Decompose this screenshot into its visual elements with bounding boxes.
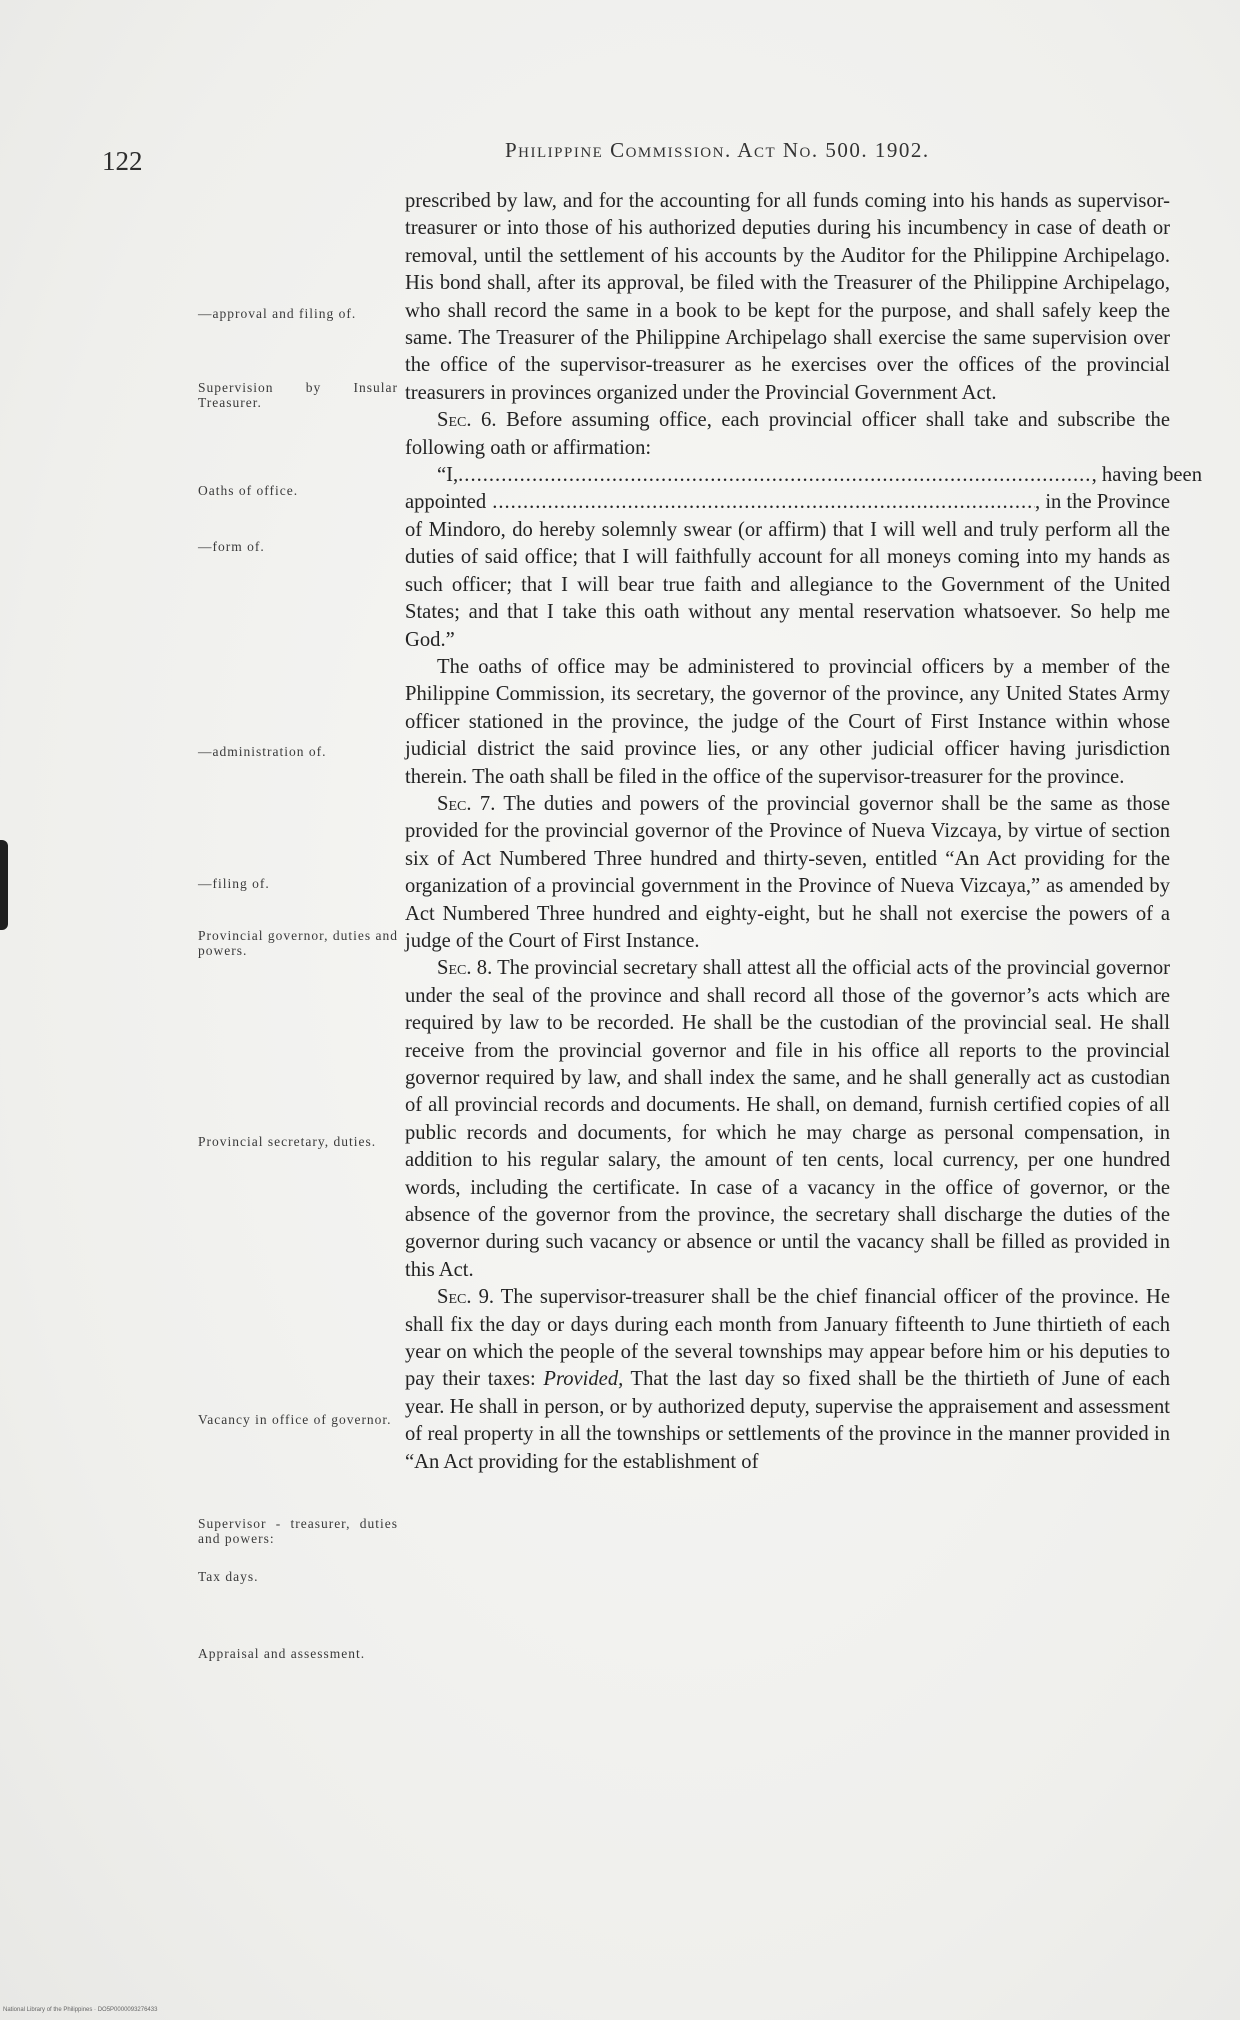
section-label: Sec. 6. [437, 409, 497, 432]
provided-clause: Provided, [543, 1368, 624, 1391]
body-text [405, 188, 1202, 1476]
margin-note-tax-days: Tax days. [198, 1569, 259, 1584]
section-text: The supervisor-treasurer shall be the chief financial officer of the province. He shall fix the day or days during each month from January fifteenth to June thirtieth of each year on which the people of the several townships may appear before him or his deputies to pay their taxes: [405, 1286, 1170, 1391]
paragraph-sec-6 [405, 407, 1170, 462]
margin-note-vacancy-governor: Vacancy in office of governor. [198, 1412, 392, 1427]
oath-blank-name [458, 462, 1091, 489]
paragraph-bond: prescribed by law, and for the accounting for all funds coming into his hands as supervisor-treasurer or into those of his authorized deputies during his incumbency in case of death or removal, until the settlement of his accounts by the Auditor for the Philippine Archipelago. His bond shall, after its approval, be filed with the Treasurer of the Philippine Archipelago, who shall record the same in a book to be kept for the purpose, and shall safely keep the same. The Treasurer of the Philippine Archipelago shall exercise the same supervision over the office of the supervisor-treasurer as he exercises over the offices of the provincial treasurers in provinces organized under the Provincial Government Act. [405, 190, 1170, 404]
paragraph-administration: The oaths of office may be administered to provincial officers by a member of the Philippine Commission, its secretary, the governor of the province, any United States Army officer stationed in the province, the judge of the Court of First Instance within whose judicial district the said province lies, or any other judicial officer having jurisdiction therein. The oath shall be filed in the office of the supervisor-treasurer for the province. [405, 655, 1170, 788]
section-text: The duties and powers of the provincial governor shall be the same as those provided for the provincial governor of the Province of Nueva Vizcaya, by virtue of section six of Act Numbered Three hundred and thirty-seven, entitled “An Act providing for the organization of a provincial government in the Province of Nueva Vizcaya,” as amended by Act Numbered Three hundred and eighty-eight, but he shall not exercise the powers of a judge of the Court of First Instance. [405, 792, 1171, 952]
margin-note-provincial-governor: Provincial governor, duties and powers. [198, 928, 398, 958]
margin-note-provincial-secretary: Provincial secretary, duties. [198, 1134, 377, 1149]
oath-appointed: appointed [405, 491, 487, 514]
section-text: Before assuming office, each provincial officer shall take and subscribe the following oath or affirmation: [405, 409, 1170, 459]
margin-note-appraisal-assessment: Appraisal and assessment. [198, 1646, 366, 1661]
paragraph-sec-8 [405, 955, 1170, 1284]
margin-note-filing-of: —filing of. [198, 876, 270, 891]
margin-note-supervisor-treasurer: Supervisor - treasurer, duties and powers: [198, 1516, 398, 1546]
paragraph-oath: of Mindoro, do hereby solemnly swear (or affirm) that I will well and truly perform all the duties of said office; that I will faithfully account for all moneys coming into my hands as such officer; that I will bear true faith and allegiance to the Government of the United States; and that I take this oath without any mental reservation whatsoever. So help me God.” [405, 518, 1170, 651]
oath-having: , having been [1091, 464, 1202, 487]
oath-blank-office [492, 489, 1035, 516]
section-text: The provincial secretary shall attest all the official acts of the provincial governor under the seal of the province and shall record all those of the governor’s acts which are required by law to be recorded. He shall be the custodian of the provincial seal. He shall receive from the provincial governor and file in his office all reports to the provincial governor required by law, and shall index the same, and he shall generally act as custodian of all provincial records and documents. He shall, on demand, furnish certified copies of all public records and documents, for which he may charge as personal compensation, in addition to his regular salary, the amount of ten cents, local currency, per one hundred words, including the certificate. In case of a vacancy in the office of governor, or the absence of the governor from the province, the secretary shall discharge the duties of the governor during such vacancy or absence or until the vacancy shall be filled as provided in this Act. [405, 957, 1170, 1281]
margin-note-administration-of: —administration of. [198, 744, 327, 759]
section-label: Sec. 7. [437, 792, 496, 815]
margin-note-form-of: —form of. [198, 539, 265, 554]
binding-shadow [0, 840, 8, 930]
section-label: Sec. 9. [437, 1286, 495, 1309]
running-head: Philippine Commission. Act No. 500. 1902. [505, 138, 930, 162]
paragraph-sec-9 [405, 1284, 1170, 1476]
margin-note-insular-treasurer: Supervision by Insular Treasurer. [198, 380, 398, 410]
margin-note-approval-filing: —approval and filing of. [198, 306, 357, 321]
page-number: 122 [102, 146, 143, 176]
paragraph-sec-7 [405, 791, 1170, 955]
oath-line-appointed [405, 489, 1170, 516]
margin-note-oaths-of-office: Oaths of office. [198, 483, 299, 498]
oath-open: “I, [437, 464, 459, 487]
oath-province: , in the Province [1035, 491, 1170, 514]
oath-line-name [405, 462, 1202, 489]
archive-stamp: National Library of the Philippines · DO5P0000093276433 [3, 2007, 158, 2013]
section-text-continued: That the last day so fixed shall be the thirtieth of June of each year. He shall in person, or by authorized deputy, supervise the appraisement and assessment of real property in all the townships or settlements of the province in the manner provided in “An Act providing for the establishment of [405, 1368, 1170, 1473]
section-label: Sec. 8. [437, 957, 493, 980]
